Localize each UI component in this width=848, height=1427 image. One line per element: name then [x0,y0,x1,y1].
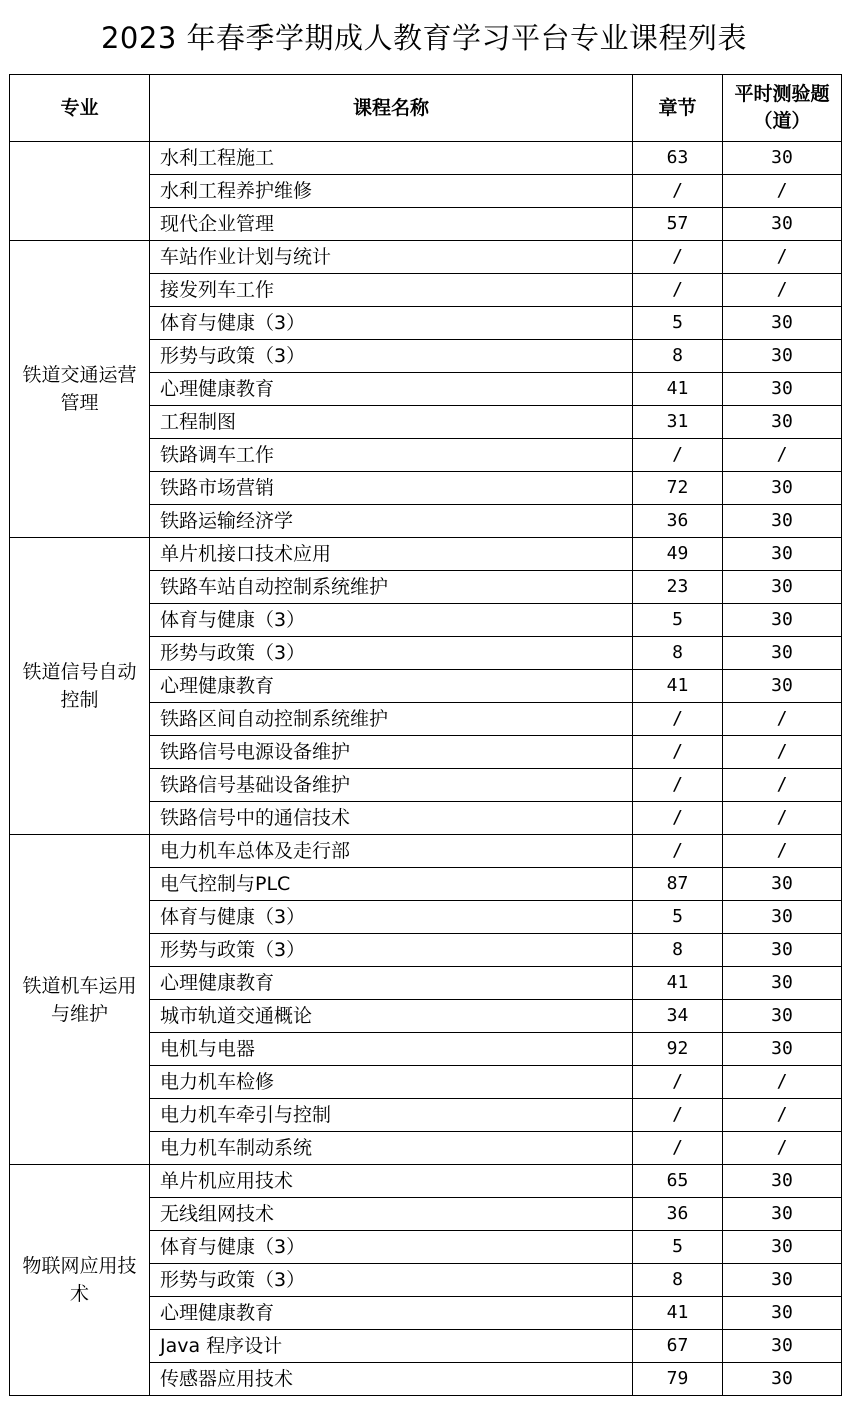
quiz-count-cell: / [723,769,842,802]
chapters-cell: 72 [633,472,723,505]
course-name-cell: 体育与健康（3） [150,307,633,340]
course-name-cell: 形势与政策（3） [150,934,633,967]
chapters-cell: / [633,439,723,472]
table-row [10,538,842,571]
chapters-cell: 41 [633,967,723,1000]
quiz-count-cell: 30 [723,307,842,340]
document-title: 2023 年春季学期成人教育学习平台专业课程列表 [100,21,748,55]
chapters-cell: 5 [633,307,723,340]
course-name-cell: 体育与健康（3） [150,604,633,637]
chapters-cell: 8 [633,637,723,670]
course-name-cell: 心理健康教育 [150,1297,633,1330]
header-course: 课程名称 [150,75,633,142]
quiz-count-cell: 30 [723,1198,842,1231]
header-chapters: 章节 [633,75,723,142]
chapters-cell: 41 [633,1297,723,1330]
chapters-cell: / [633,1132,723,1165]
chapters-cell: / [633,703,723,736]
quiz-count-cell: 30 [723,637,842,670]
chapters-cell: 31 [633,406,723,439]
course-name-cell: 形势与政策（3） [150,1264,633,1297]
course-name-cell: 电力机车总体及走行部 [150,835,633,868]
chapters-cell: 67 [633,1330,723,1363]
chapters-cell: / [633,241,723,274]
chapters-cell: 63 [633,142,723,175]
course-name-cell: 心理健康教育 [150,373,633,406]
course-name-cell: 体育与健康（3） [150,1231,633,1264]
course-name-cell: 电力机车检修 [150,1066,633,1099]
course-name-cell: 铁路市场营销 [150,472,633,505]
chapters-cell: / [633,835,723,868]
course-name-cell: 心理健康教育 [150,670,633,703]
table-row [10,142,842,175]
chapters-cell: / [633,736,723,769]
quiz-count-cell: / [723,736,842,769]
table-row [10,835,842,868]
header-quiz [723,75,842,142]
major-cell: 铁道交通运营管理 [10,241,150,538]
quiz-count-cell: 30 [723,406,842,439]
course-table [9,74,842,1396]
chapters-cell: / [633,175,723,208]
course-name-cell: 水利工程养护维修 [150,175,633,208]
major-cell: 铁道信号自动控制 [10,538,150,835]
quiz-count-cell: / [723,241,842,274]
course-name-cell: 铁路区间自动控制系统维护 [150,703,633,736]
chapters-cell: / [633,1066,723,1099]
chapters-cell: 8 [633,340,723,373]
course-name-cell: 电力机车牵引与控制 [150,1099,633,1132]
major-cell: 物联网应用技术 [10,1165,150,1396]
chapters-cell: 36 [633,1198,723,1231]
quiz-count-cell: 30 [723,472,842,505]
header-quiz-label: 平时测验题（道） [734,83,830,132]
quiz-count-cell: 30 [723,901,842,934]
course-name-cell: 铁路车站自动控制系统维护 [150,571,633,604]
course-name-cell: 形势与政策（3） [150,637,633,670]
quiz-count-cell: 30 [723,868,842,901]
chapters-cell: 41 [633,373,723,406]
quiz-count-cell: 30 [723,1330,842,1363]
quiz-count-cell: / [723,703,842,736]
quiz-count-cell: 30 [723,571,842,604]
chapters-cell: 57 [633,208,723,241]
quiz-count-cell: / [723,175,842,208]
quiz-count-cell: 30 [723,1297,842,1330]
quiz-count-cell: 30 [723,1363,842,1396]
quiz-count-cell: / [723,1066,842,1099]
chapters-cell: 5 [633,604,723,637]
course-name-cell: 单片机接口技术应用 [150,538,633,571]
quiz-count-cell: 30 [723,1231,842,1264]
chapters-cell: 41 [633,670,723,703]
quiz-count-cell: 30 [723,1264,842,1297]
course-name-cell: 电力机车制动系统 [150,1132,633,1165]
chapters-cell: / [633,769,723,802]
course-name-cell: 铁路信号基础设备维护 [150,769,633,802]
quiz-count-cell: 30 [723,670,842,703]
chapters-cell: 23 [633,571,723,604]
quiz-count-cell: 30 [723,538,842,571]
quiz-count-cell: 30 [723,373,842,406]
course-name-cell: 体育与健康（3） [150,901,633,934]
quiz-count-cell: 30 [723,142,842,175]
chapters-cell: / [633,1099,723,1132]
course-name-cell: 水利工程施工 [150,142,633,175]
quiz-count-cell: 30 [723,1033,842,1066]
chapters-cell: 5 [633,1231,723,1264]
chapters-cell: 65 [633,1165,723,1198]
chapters-cell: 34 [633,1000,723,1033]
chapters-cell: 8 [633,934,723,967]
course-name-cell: 铁路调车工作 [150,439,633,472]
quiz-count-cell: / [723,274,842,307]
major-cell [10,142,150,241]
quiz-count-cell: / [723,439,842,472]
quiz-count-cell: 30 [723,1000,842,1033]
table-row [10,1165,842,1198]
chapters-cell: 79 [633,1363,723,1396]
header-row [10,75,842,142]
course-name-cell: 铁路运输经济学 [150,505,633,538]
course-name-cell: 传感器应用技术 [150,1363,633,1396]
course-name-cell: 铁路信号电源设备维护 [150,736,633,769]
quiz-count-cell: / [723,802,842,835]
chapters-cell: 49 [633,538,723,571]
chapters-cell: 36 [633,505,723,538]
chapters-cell: / [633,802,723,835]
quiz-count-cell: 30 [723,967,842,1000]
chapters-cell: 8 [633,1264,723,1297]
quiz-count-cell: 30 [723,1165,842,1198]
course-name-cell: 单片机应用技术 [150,1165,633,1198]
quiz-count-cell: / [723,1099,842,1132]
course-name-cell: 心理健康教育 [150,967,633,1000]
course-name-cell: 无线组网技术 [150,1198,633,1231]
course-name-cell: 形势与政策（3） [150,340,633,373]
chapters-cell: 92 [633,1033,723,1066]
quiz-count-cell: 30 [723,934,842,967]
quiz-count-cell: 30 [723,604,842,637]
quiz-count-cell: / [723,1132,842,1165]
quiz-count-cell: / [723,835,842,868]
course-name-cell: 接发列车工作 [150,274,633,307]
course-name-cell: 现代企业管理 [150,208,633,241]
chapters-cell: / [633,274,723,307]
course-name-cell: 工程制图 [150,406,633,439]
course-name-cell: 铁路信号中的通信技术 [150,802,633,835]
table-body [10,142,842,1396]
header-major: 专业 [10,75,150,142]
quiz-count-cell: 30 [723,505,842,538]
course-name-cell: 电气控制与PLC [150,868,633,901]
major-cell: 铁道机车运用与维护 [10,835,150,1165]
chapters-cell: 87 [633,868,723,901]
course-name-cell: 电机与电器 [150,1033,633,1066]
table-row [10,241,842,274]
chapters-cell: 5 [633,901,723,934]
course-name-cell: Java 程序设计 [150,1330,633,1363]
course-name-cell: 城市轨道交通概论 [150,1000,633,1033]
quiz-count-cell: 30 [723,340,842,373]
course-name-cell: 车站作业计划与统计 [150,241,633,274]
quiz-count-cell: 30 [723,208,842,241]
